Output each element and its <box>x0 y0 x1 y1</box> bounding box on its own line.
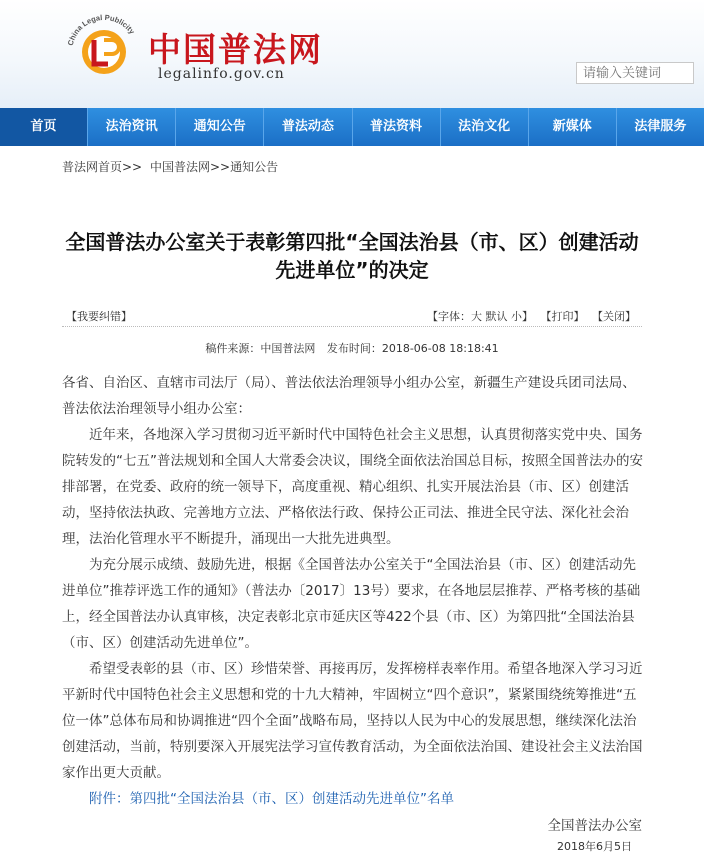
print-button[interactable]: 【打印】 <box>540 310 585 323</box>
nav-pufa-updates[interactable]: 普法动态 <box>264 108 352 146</box>
breadcrumb-section[interactable]: 中国普法网>>通知公告 <box>149 160 279 174</box>
body-paragraph: 希望受表彰的县（市、区）珍惜荣誉、再接再厉，发挥榜样表率作用。希望各地深入学习习近平新时代中国特色社会主义思想和党的十九大精神，牢固树立“四个意识”，紧紧围绕统筹推进“五位一体”总体布局和协调推进“四个全面”战略布局，坚持以人民为中心的发展思想，继续深化法治创建活动，当前，特别要深入开展宪法学习宣传教育活动，为全面依法治国、建设社会主义法治国家作出更大贡献。 <box>62 661 643 781</box>
main-nav <box>0 108 704 146</box>
body-paragraph: 为充分展示成绩、鼓励先进，根据《全国普法办公室关于“全国法治县（市、区）创建活动先进单位”推荐评选工作的通知》（普法办〔2017〕13号）要求，在各地层层推荐、严格考核的基础上，经全国普法办认真审核，决定表彰北京市延庆区等422个县（市、区）为第四批“全国法治县（市、区）创建活动先进单位”。 <box>62 557 641 651</box>
nav-notices[interactable]: 通知公告 <box>176 108 264 146</box>
article-title: 全国普法办公室关于表彰第四批“全国法治县（市、区）创建活动先进单位”的决定 <box>65 230 639 282</box>
body-paragraph: 近年来，各地深入学习贯彻习近平新时代中国特色社会主义思想，认真贯彻落实党中央、国务院转发的“七五”普法规划和全国人大常委会决议，围绕全面依法治国总目标，按照全国普法办的安排部署，在党委、政府的统一领导下，高度重视、精心组织、扎实开展法治县（市、区）创建活动，坚持依法执政、完善地方立法、严格依法行政、保持公正司法、推进全民守法、深化社会治理，法治化管理水平不断提升，涌现出一大批先进典型。 <box>62 427 643 547</box>
nav-legal-news[interactable]: 法治资讯 <box>88 108 176 146</box>
nav-legal-culture[interactable]: 法治文化 <box>441 108 529 146</box>
source-label: 稿件来源：中国普法网 <box>205 342 316 355</box>
site-title[interactable]: 中国普法网 <box>148 30 323 69</box>
nav-new-media[interactable]: 新媒体 <box>529 108 617 146</box>
article-toolbar <box>62 306 642 327</box>
article-meta <box>62 340 642 356</box>
nav-pufa-materials[interactable]: 普法资料 <box>353 108 441 146</box>
breadcrumb-home[interactable]: 普法网首页>> <box>62 160 143 174</box>
report-error-link[interactable]: 【我要纠错】 <box>66 310 132 323</box>
toolbar-actions <box>423 308 636 324</box>
search-input[interactable] <box>576 62 694 84</box>
logo-ring-text: China Legal Publicity <box>65 12 137 47</box>
publish-time: 发布时间：2018-06-08 18:18:41 <box>326 342 499 355</box>
salutation-paragraph: 各省、自治区、直辖市司法厅（局）、普法依法治理领导小组办公室，新疆生产建设兵团司法局、普法依法治理领导小组办公室： <box>62 375 636 417</box>
signature: 全国普法办公室 <box>547 818 642 834</box>
nav-home[interactable]: 首页 <box>0 108 88 146</box>
font-size-control[interactable]: 【字体：大 默认 小】 <box>427 310 533 323</box>
article-body <box>62 370 644 812</box>
nav-legal-services[interactable]: 法律服务 <box>634 119 687 134</box>
breadcrumb <box>62 158 282 175</box>
site-url: legalinfo.gov.cn <box>158 66 285 82</box>
attachment-link[interactable]: 附件：第四批“全国法治县（市、区）创建活动先进单位”名单 <box>89 791 454 807</box>
close-button[interactable]: 【关闭】 <box>592 310 636 323</box>
document-date: 2018年6月5日 <box>557 840 632 853</box>
site-header <box>0 0 704 108</box>
site-logo-icon[interactable] <box>64 12 144 92</box>
